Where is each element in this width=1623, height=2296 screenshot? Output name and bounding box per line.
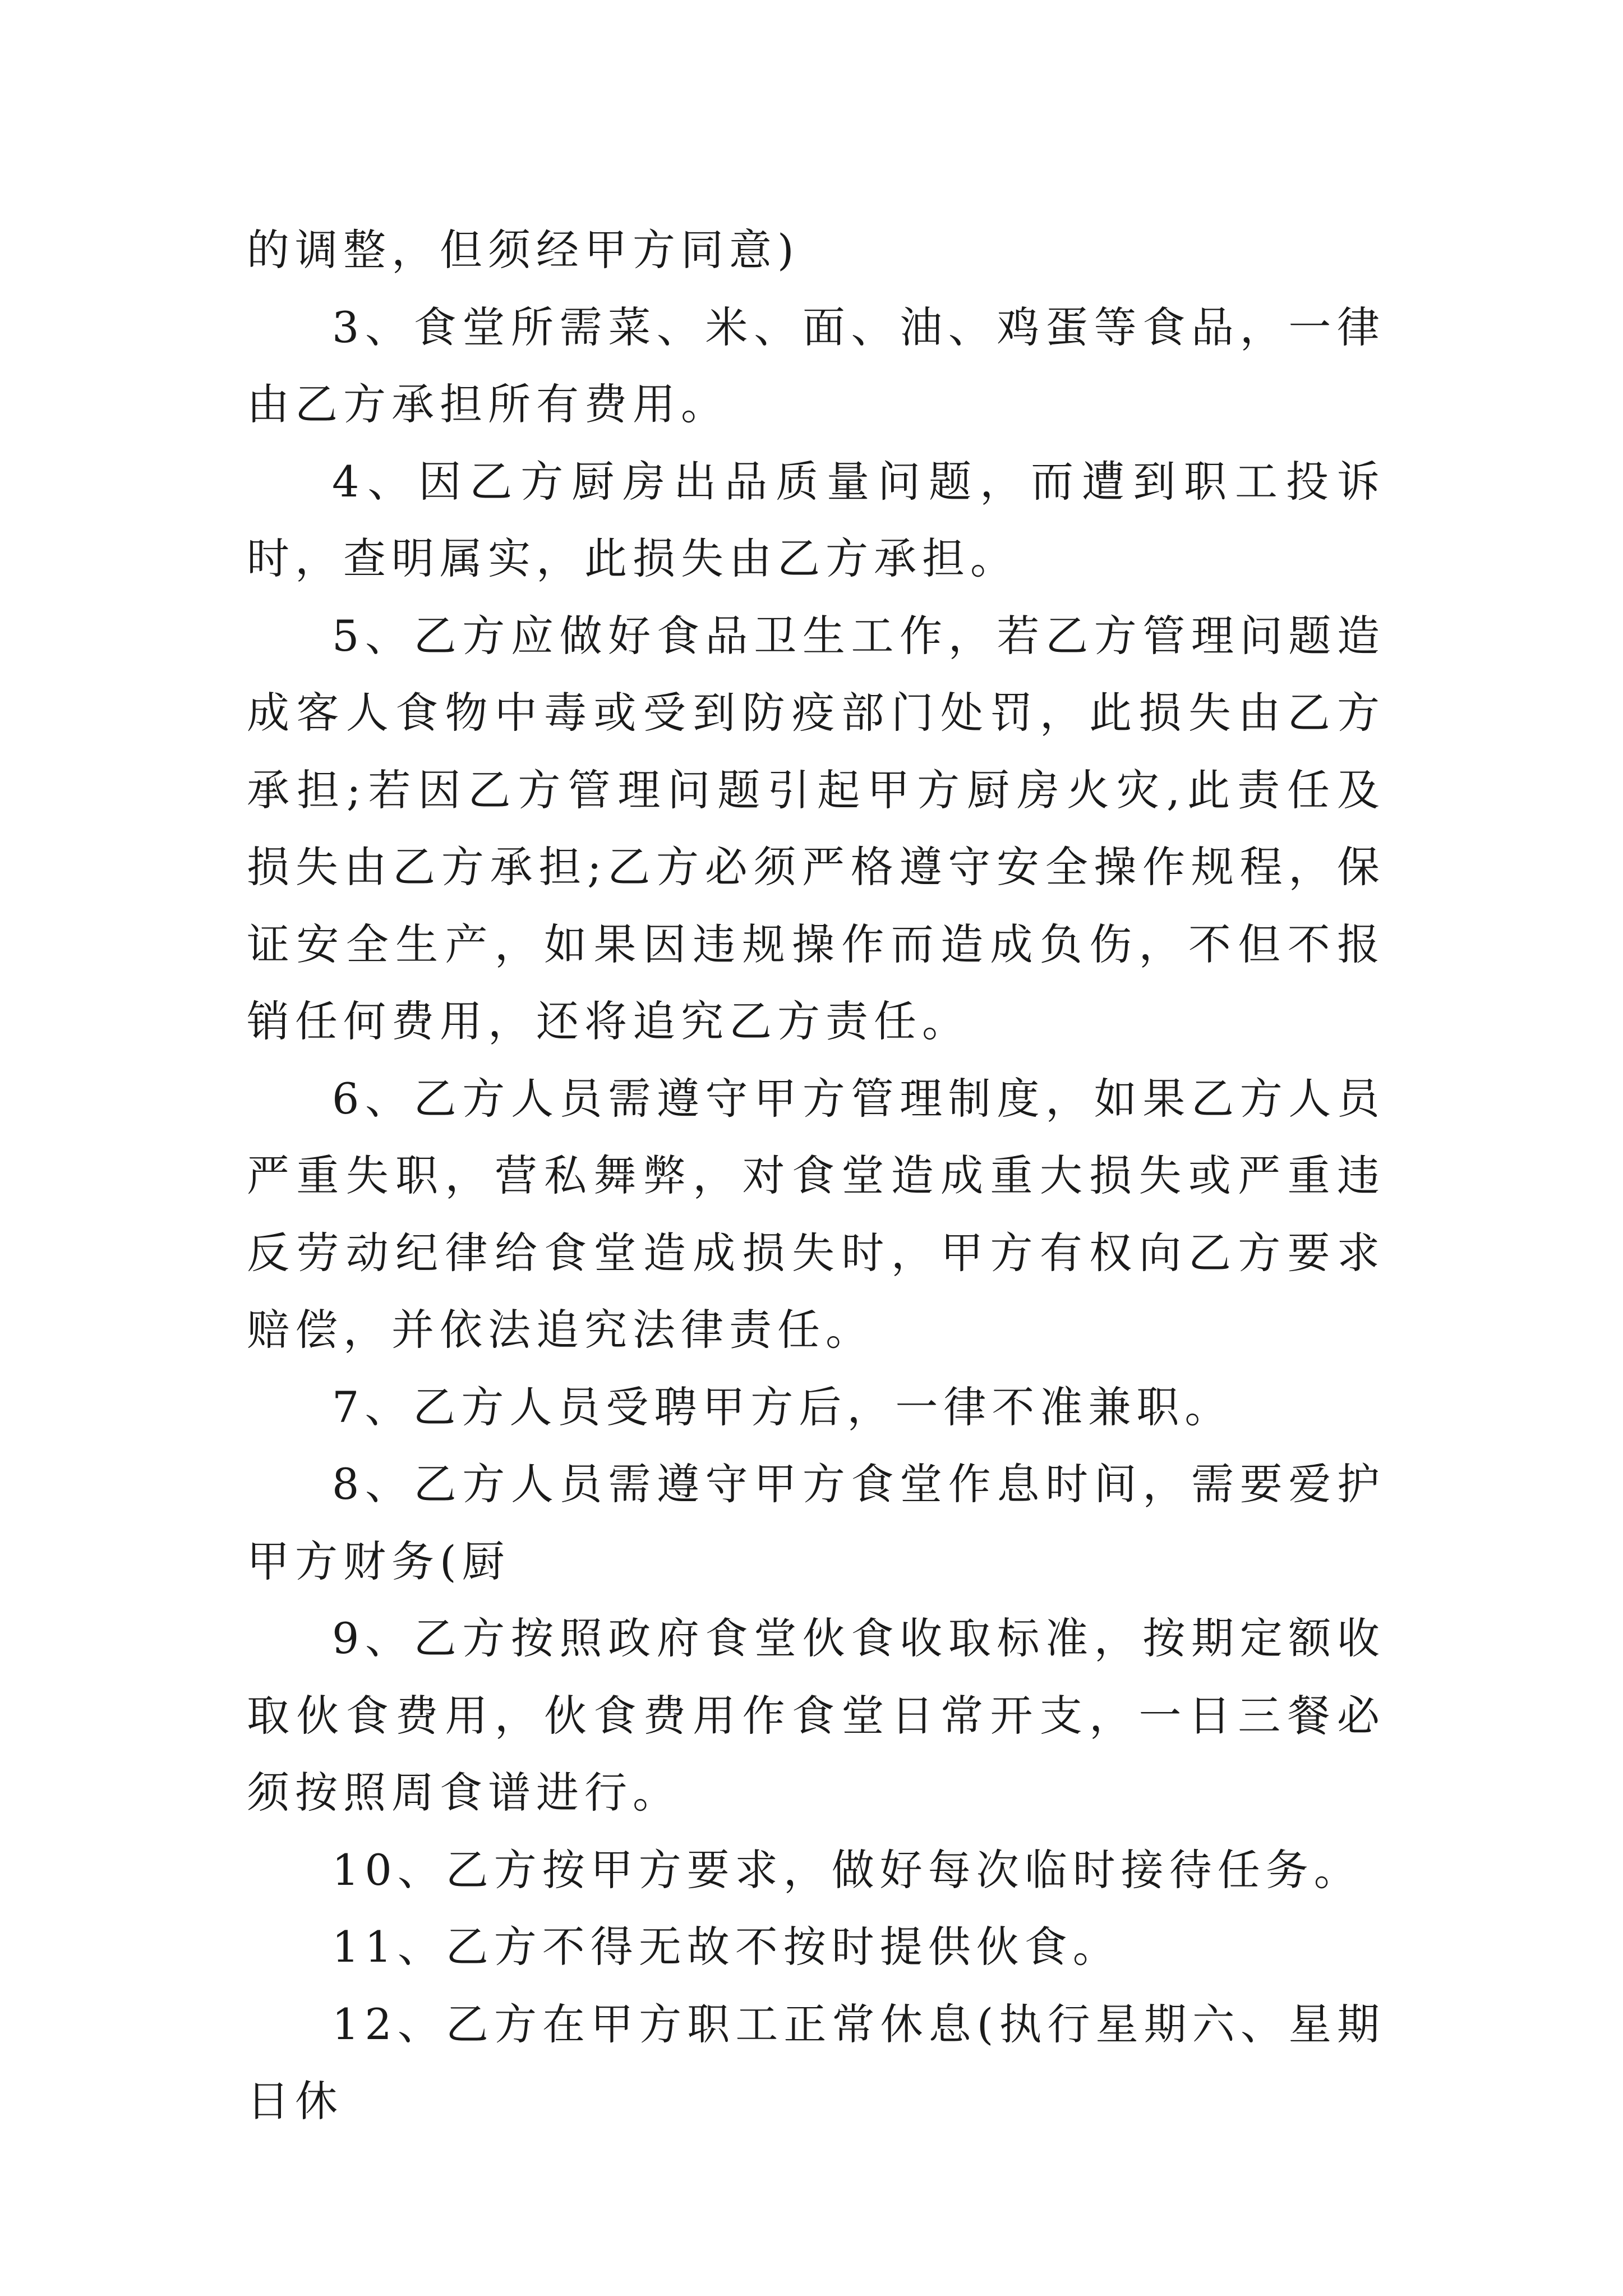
- paragraph-clause-5: 5、乙方应做好食品卫生工作，若乙方管理问题造成客人食物中毒或受到防疫部门处罚，此损失由乙方承担;若因乙方管理问题引起甲方厨房火灾,此责任及损失由乙方承担;乙方必须严格遵守安全操作规程，保证安全生产，如果因违规操作而造成负伤，不但不报销任何费用，还将追究乙方责任。: [247, 610, 1385, 1046]
- paragraph-clause-10: 10、乙方按甲方要求，做好每次临时接待任务。: [332, 1844, 1362, 1895]
- paragraph-continued: 的调整，但须经甲方同意): [247, 225, 800, 275]
- paragraph-clause-9: 9、乙方按照政府食堂伙食收取标准，按期定额收取伙食费用，伙食费用作食堂日常开支，一日三餐必须按照周食谱进行。: [247, 1613, 1385, 1818]
- paragraph-clause-11: 11、乙方不得无故不按时提供伙食。: [332, 1922, 1121, 1972]
- paragraph-clause-12: 12、乙方在甲方职工正常休息(执行星期六、星期日休: [247, 1999, 1385, 2126]
- paragraph-clause-4: 4、因乙方厨房出品质量问题，而遭到职工投诉时，查明属实，此损失由乙方承担。: [247, 456, 1385, 583]
- paragraph-clause-3: 3、食堂所需菜、米、面、油、鸡蛋等食品，一律由乙方承担所有费用。: [247, 302, 1385, 429]
- paragraph-clause-8: 8、乙方人员需遵守甲方食堂作息时间，需要爱护甲方财务(厨: [247, 1459, 1385, 1586]
- document-body: [247, 211, 1385, 2140]
- paragraph-clause-7: 7、乙方人员受聘甲方后，一律不准兼职。: [332, 1382, 1233, 1432]
- paragraph-clause-6: 6、乙方人员需遵守甲方管理制度，如果乙方人员严重失职，营私舞弊，对食堂造成重大损失或严重违反劳动纪律给食堂造成损失时，甲方有权向乙方要求赔偿，并依法追究法律责任。: [247, 1073, 1385, 1355]
